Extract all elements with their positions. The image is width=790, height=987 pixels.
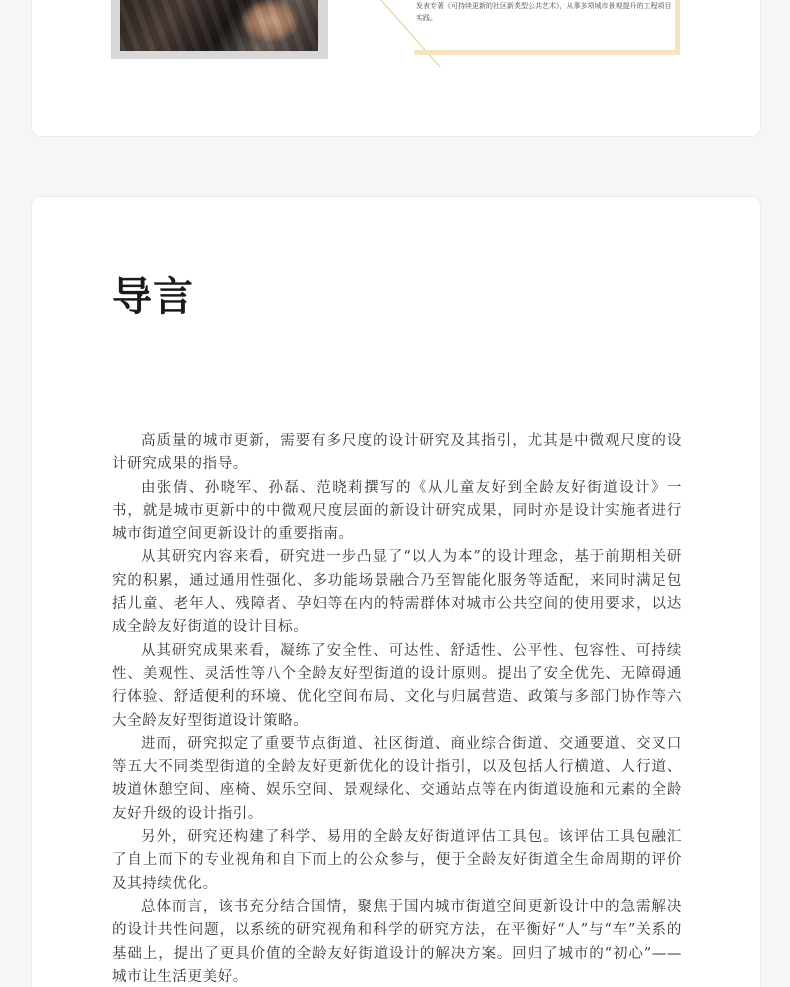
author-photo-shading: [120, 0, 318, 51]
author-card: [31, 0, 761, 137]
paragraph: 从其研究成果来看，凝练了安全性、可达性、舒适性、公平性、包容性、可持续性、美观性、灵活性等八个全龄友好型街道的设计原则。提出了安全优先、无障碍通行体验、舒适便利的环境、优化空间布局、文化与归属营造、政策与多部门协作等六大全龄友好型街道设计策略。: [112, 642, 682, 729]
paragraph: 另外，研究还构建了科学、易用的全龄友好街道评估工具包。该评估工具包融汇了自上而下的专业视角和自下而上的公众参与，便于全龄友好街道全生命周期的评价及其持续优化。: [112, 829, 682, 892]
author-photo-frame: [111, 0, 328, 59]
paragraph: 由张倩、孙晓军、孙磊、范晓莉撰写的《从儿童友好到全龄友好街道设计》一书，就是城市更新中的中微观尺度层面的新设计研究成果，同时亦是设计实施者进行城市街道空间更新设计的重要指南。: [112, 479, 682, 543]
paragraph: 进而，研究拟定了重要节点街道、社区街道、商业综合街道、交通要道、交叉口等五大不同类型街道的全龄友好更新优化的设计指引，以及包括人行横道、人行道、坡道休憩空间、座椅、娱乐空间、景观绿化、交通站点等在内街道设施和元素的全龄友好升级的设计指引。: [112, 735, 682, 822]
author-bio-text: 发表专著《可持续更新的社区新类型公共艺术》，从事多项城市景观提升的工程项目实践。: [416, 2, 672, 22]
paragraph: 总体而言，该书充分结合国情，聚焦于国内城市街道空间更新设计中的急需解决的设计共性问题，以系统的研究视角和科学的研究方法，在平衡好“人”与“车”关系的基础上，提出了更具价值的全龄友好街道设计的解决方案。回归了城市的“初心”——城市让生活更美好。: [112, 898, 682, 985]
introduction-body: [112, 430, 682, 987]
section-title: 导言: [112, 274, 194, 320]
introduction-card: [31, 196, 761, 987]
paragraph: 从其研究内容来看，研究进一步凸显了“以人为本”的设计理念，基于前期相关研究的积累，通过通用性强化、多功能场景融合乃至智能化服务等适配，来同时满足包括儿童、老年人、残障者、孕妇等在内的特需群体对城市公共空间的使用要求，以达成全龄友好街道的设计目标。: [112, 549, 682, 636]
author-photo: [120, 0, 318, 51]
paragraph: 高质量的城市更新，需要有多尺度的设计研究及其指引，尤其是中微观尺度的设计研究成果的指导。: [112, 433, 682, 473]
